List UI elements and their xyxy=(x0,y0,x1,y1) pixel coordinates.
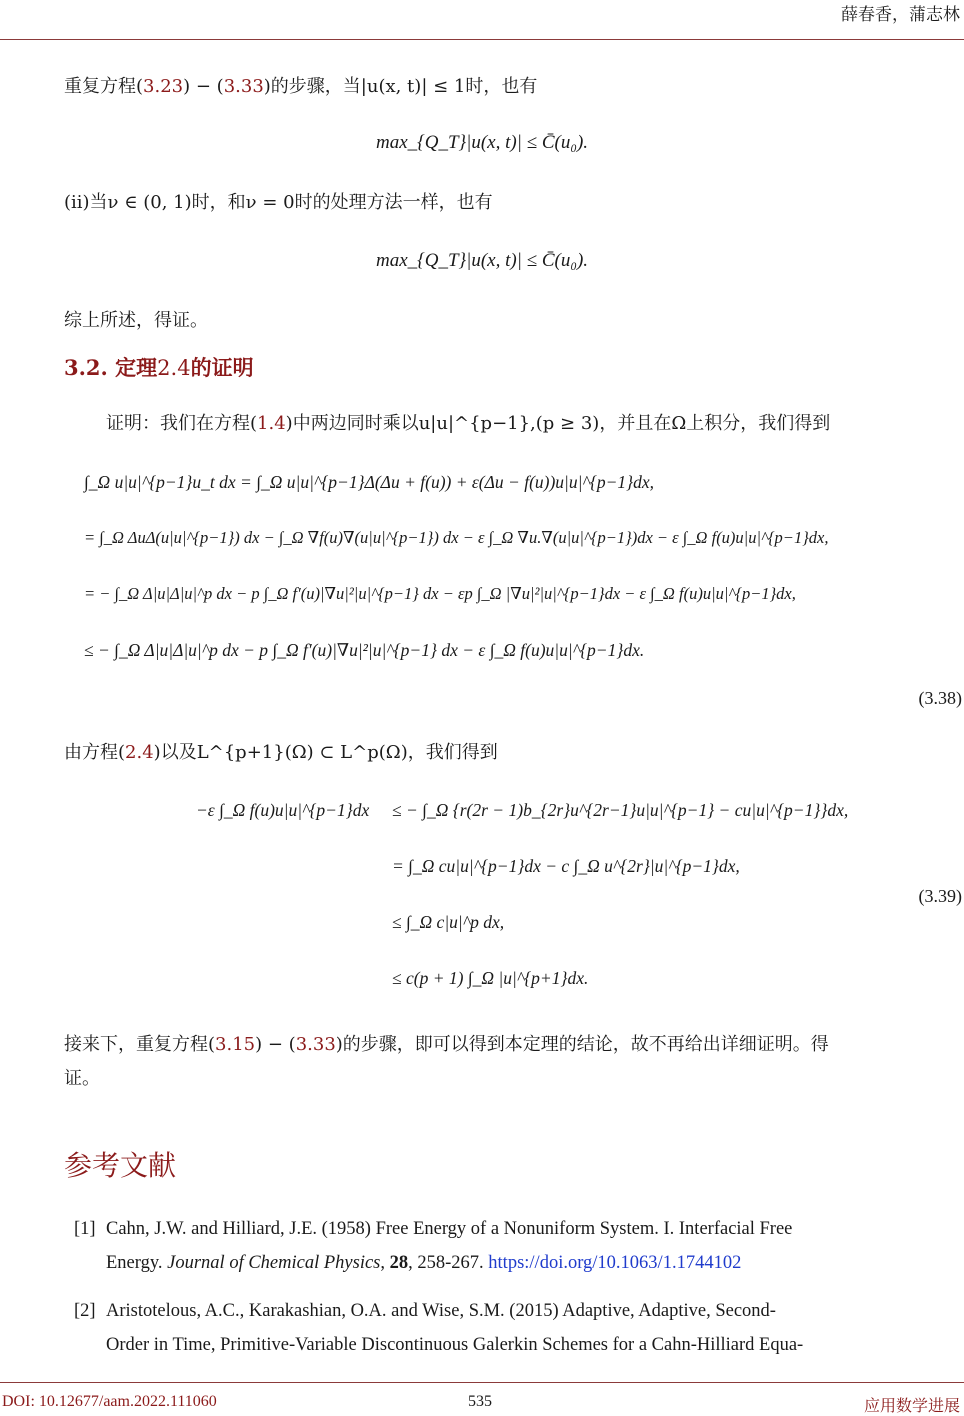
reference-text: Aristotelous, A.C., Karakashian, O.A. and Wise, S.M. (2015) Adaptive, Adaptive, Second- xyxy=(106,1301,776,1321)
equation-lhs: −ε ∫_Ω f(u)u|u|^{p−1}dx xyxy=(196,800,370,820)
equation-number: (3.39) xyxy=(918,886,962,906)
equation-line: ∫_Ω u|u|^{p−1}u_t dx = ∫_Ω u|u|^{p−1}Δ(Δu + f(u)) + ε(Δu − f(u))u|u|^{p−1}dx, xyxy=(84,472,655,492)
references-heading: 参考文献 xyxy=(64,1149,177,1182)
text: 证明：我们在方程( xyxy=(106,413,258,434)
text: )的步骤，即可以得到本定理的结论，故不再给出详细证明。得 xyxy=(335,1034,829,1055)
eq-ref-link[interactable]: 3.15 xyxy=(215,1034,256,1055)
footer-doi[interactable]: DOI: 10.12677/aam.2022.111060 xyxy=(2,1393,217,1410)
paragraph-line-2: (ii)当ν ∈ (0, 1)时，和ν = 0时的处理方法一样，也有 xyxy=(64,192,493,213)
doi-link[interactable]: https://doi.org/10.1063/1.1744102 xyxy=(488,1253,742,1273)
equation-line: ≤ − ∫_Ω {r(2r − 1)b_{2r}u^{2r−1}u|u|^{p−1} − cu|u|^{p−1}}dx, xyxy=(392,800,849,820)
text: 定理 xyxy=(115,355,158,380)
equation-number: (3.38) xyxy=(918,688,962,708)
volume: 28 xyxy=(389,1253,409,1273)
footer-journal: 应用数学进展 xyxy=(863,1396,960,1415)
reference-text: Cahn, J.W. and Hilliard, J.E. (1958) Free Energy of a Nonuniform System. I. Interfacial Free xyxy=(106,1219,793,1239)
running-header: 薛春香，蒲志林 xyxy=(841,5,960,25)
equation-line: = ∫_Ω cu|u|^{p−1}dx − c ∫_Ω u^{2r}|u|^{p−1}dx, xyxy=(392,856,740,876)
reference-text-line2 xyxy=(106,1246,741,1280)
equation-line: = ∫_Ω ΔuΔ(u|u|^{p−1}) dx − ∫_Ω ∇f(u)∇(u|u|^{p−1}) dx − ε ∫_Ω ∇u.∇(u|u|^{p−1})dx − ε ∫_Ω f(u)u|u|^{p−1}dx, xyxy=(84,528,829,547)
paragraph-line-1 xyxy=(64,72,537,102)
proof-intro xyxy=(106,409,830,439)
journal-name: Journal of Chemical Physics xyxy=(167,1253,381,1273)
page-number: 535 xyxy=(468,1393,492,1410)
paragraph-line-5 xyxy=(64,1030,829,1060)
eq-ref-link[interactable]: 2.4 xyxy=(125,742,154,763)
reference-number: [1] xyxy=(74,1219,96,1239)
eq-ref-link[interactable]: 3.33 xyxy=(223,76,264,97)
text: 重复方程( xyxy=(64,76,144,97)
eq-ref-link[interactable]: 3.23 xyxy=(143,76,184,97)
text: )以及L^{p+1}(Ω) ⊂ L^p(Ω)，我们得到 xyxy=(153,742,498,763)
text: 接来下，重复方程( xyxy=(64,1034,216,1055)
pages: , 258-267. xyxy=(408,1253,489,1273)
footer-rule xyxy=(0,1382,964,1383)
section-number: 3.2. xyxy=(64,355,108,380)
header-rule xyxy=(0,39,964,40)
equation-max-1: max_{Q_T}|u(x, t)| ≤ C̄(u₀). xyxy=(375,132,589,153)
text: 由方程( xyxy=(64,742,126,763)
text: )中两边同时乘以u|u|^{p−1},(p ≥ 3)，并且在Ω上积分，我们得到 xyxy=(285,413,831,434)
text: Energy. xyxy=(106,1253,168,1273)
section-heading xyxy=(64,352,254,382)
paragraph-line-5b: 证。 xyxy=(64,1068,100,1089)
text: ) − ( xyxy=(255,1034,296,1055)
reference-number: [2] xyxy=(74,1301,96,1321)
equation-line: ≤ ∫_Ω c|u|^p dx, xyxy=(392,912,505,932)
text: , xyxy=(380,1253,390,1273)
text: 的证明 xyxy=(190,355,254,380)
text: )的步骤，当|u(x, t)| ≤ 1时，也有 xyxy=(263,76,538,97)
paragraph-line-4 xyxy=(64,738,498,768)
reference-text-line2: Order in Time, Primitive-Variable Discontinuous Galerkin Schemes for a Cahn-Hilliard Equa- xyxy=(106,1335,804,1355)
equation-max-2: max_{Q_T}|u(x, t)| ≤ C̄(u₀). xyxy=(375,250,589,271)
eq-ref-link[interactable]: 3.33 xyxy=(295,1034,336,1055)
equation-line: = − ∫_Ω Δ|u|Δ|u|^p dx − p ∫_Ω f′(u)|∇u|²|u|^{p−1} dx − εp ∫_Ω |∇u|²|u|^{p−1}dx − ε ∫_Ω f(u)u|u|^{p−1}dx, xyxy=(84,584,796,603)
eq-ref-link[interactable]: 1.4 xyxy=(257,413,286,434)
theorem-ref-link[interactable]: 2.4 xyxy=(157,356,191,380)
equation-line: ≤ − ∫_Ω Δ|u|Δ|u|^p dx − p ∫_Ω f′(u)|∇u|²|u|^{p−1} dx − ε ∫_Ω f(u)u|u|^{p−1}dx. xyxy=(84,640,645,660)
text: ) − ( xyxy=(183,76,224,97)
equation-line: ≤ c(p + 1) ∫_Ω |u|^{p+1}dx. xyxy=(392,968,589,988)
paragraph-line-3: 综上所述，得证。 xyxy=(64,310,208,331)
